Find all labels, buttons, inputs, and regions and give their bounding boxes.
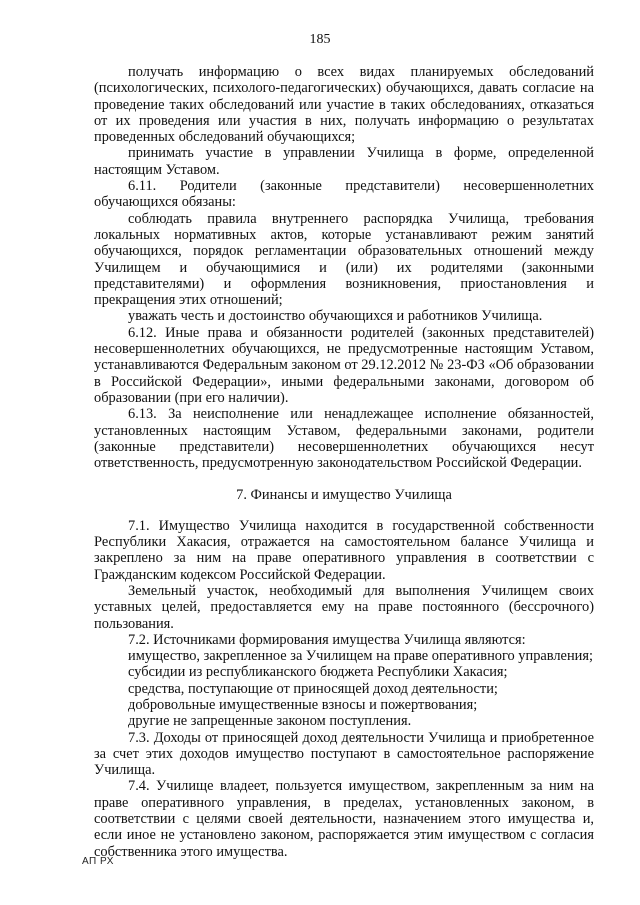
paragraph-6-13: 6.13. За неисполнение или ненадлежащее исполнение обязанностей, установленных настоящим Уставом, федеральными законами, родители (законные представители) несовершеннолетних обучающихся несут ответственность, предусмотренную законодательством Российской Федерации. <box>94 406 594 472</box>
list-item-property: имущество, закрепленное за Училищем на праве оперативного управления; <box>128 648 593 665</box>
list-item-subsidies: субсидии из республиканского бюджета Республики Хакасия; <box>128 664 508 681</box>
paragraph-land: Земельный участок, необходимый для выполнения Училищем своих уставных целей, предоставляется ему на праве постоянного (бессрочного) пользования. <box>94 582 594 632</box>
list-item-income: средства, поступающие от приносящей доход деятельности; <box>128 680 498 697</box>
paragraph-7-2: 7.2. Источниками формирования имущества Училища являются: <box>128 631 526 648</box>
paragraph-information-rights: получать информацию о всех видах планируемых обследований (психологических, психолого-педагогических) обучающихся, давать согласие на проведение таких обследований или участие в таких обследованиях, отказаться от их проведения или участия в них, получать информацию о результатах проведенных обследований обучающихся; <box>94 64 594 146</box>
paragraph-6-12: 6.12. Иные права и обязанности родителей (законных представителей) несовершеннолетних обучающихся, не предусмотренные настоящим Уставом, устанавливаются Федеральным законом от 29.12.2012 № 23-ФЗ «Об образовании в Российской Федерации», иными федеральными законами, договором об образовании (при его наличии). <box>94 324 594 406</box>
document-body <box>94 64 594 860</box>
paragraph-7-4: 7.4. Училище владеет, пользуется имуществом, закрепленным за ним на праве оперативного управления, в пределах, установленных законом, в соответствии с целями своей деятельности, назначением этого имущества и, если иное не установлено законом, распоряжается этим имуществом с согласия собственника этого имущества. <box>94 778 594 860</box>
paragraph-rules: соблюдать правила внутреннего распорядка Училища, требования локальных нормативных актов, которые устанавливают режим занятий обучающихся, порядок регламентации образовательных отношений между Училищем и обучающимися и (или) их родителями (законными представителями) и оформления возникновения, приостановления и прекращения этих отношений; <box>94 210 594 309</box>
page-number: 185 <box>309 32 331 47</box>
section-heading: 7. Финансы и имущество Училища <box>236 487 452 504</box>
footer-stamp-text: АП РХ <box>82 856 114 867</box>
paragraph-6-11: 6.11. Родители (законные представители) несовершеннолетних обучающихся обязаны: <box>94 178 594 211</box>
paragraph-participation: принимать участие в управлении Училища в форме, определенной настоящим Уставом. <box>94 145 594 178</box>
list-item-donations: добровольные имущественные взносы и пожертвования; <box>128 696 478 713</box>
paragraph-7-1: 7.1. Имущество Училища находится в государственной собственности Республики Хакасия, отражается на самостоятельном балансе Училища и закреплено за ним на праве оперативного управления в соответствии с Гражданским кодексом Российской Федерации. <box>94 517 594 583</box>
paragraph-respect: уважать честь и достоинство обучающихся и работников Училища. <box>128 308 543 325</box>
paragraph-7-3: 7.3. Доходы от приносящей доход деятельности Училища и приобретенное за счет этих доходов имущество поступают в самостоятельное распоряжение Училища. <box>94 729 594 779</box>
list-item-other: другие не запрещенные законом поступления. <box>128 713 412 730</box>
